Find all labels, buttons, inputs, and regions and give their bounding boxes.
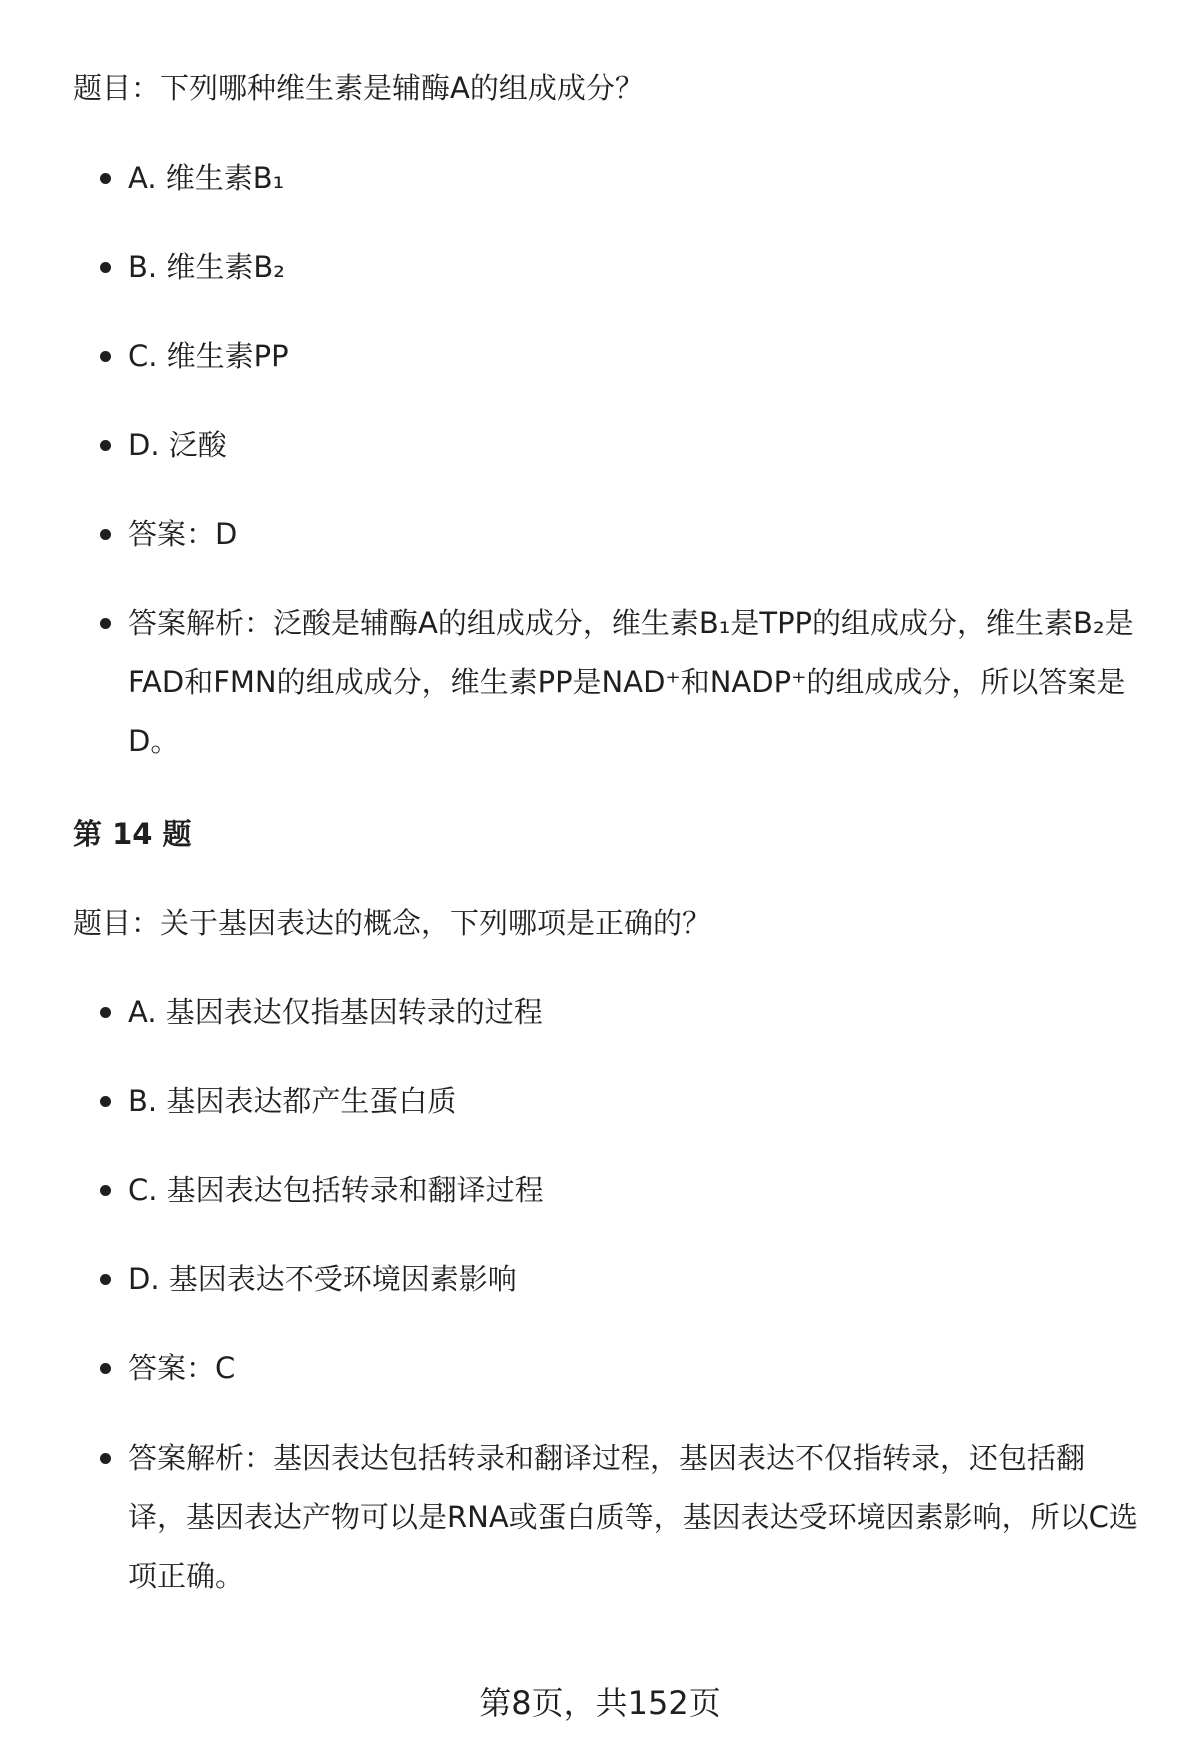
question-13-text: 题目：下列哪种维生素是辅酶A的组成成分？ — [73, 71, 644, 105]
question-14-explanation: 答案解析：基因表达包括转录和翻译过程，基因表达不仅指转录，还包括翻译，基因表达产物可以是RNA或蛋白质等，基因表达受环境因素影响，所以C选项正确。 — [128, 1429, 1138, 1606]
question-13-option-a: A. 维生素B₁ — [128, 158, 1138, 198]
question-14-option-c: C. 基因表达包括转录和翻译过程 — [128, 1170, 1138, 1210]
question-13-explanation: 答案解析：泛酸是辅酶A的组成成分，维生素B₁是TPP的组成成分，维生素B₂是FAD和FMN的组成成分，维生素PP是NAD⁺和NADP⁺的组成成分，所以答案是D。 — [128, 594, 1138, 771]
question-14-heading: 第 14 题 — [73, 817, 192, 851]
question-13-option-b: B. 维生素B₂ — [128, 247, 1138, 287]
question-13-answer: 答案：D — [128, 514, 1138, 554]
question-13-option-d: D. 泛酸 — [128, 425, 1138, 465]
question-14-answer: 答案：C — [128, 1348, 1138, 1388]
question-14-option-b: B. 基因表达都产生蛋白质 — [128, 1081, 1138, 1121]
page-footer: 第8页，共152页 — [479, 1684, 721, 1722]
question-14-option-d: D. 基因表达不受环境因素影响 — [128, 1259, 1138, 1299]
question-14-option-a: A. 基因表达仅指基因转录的过程 — [128, 992, 1138, 1032]
question-13-option-c: C. 维生素PP — [128, 336, 1138, 376]
question-14-text: 题目：关于基因表达的概念，下列哪项是正确的？ — [73, 906, 712, 940]
